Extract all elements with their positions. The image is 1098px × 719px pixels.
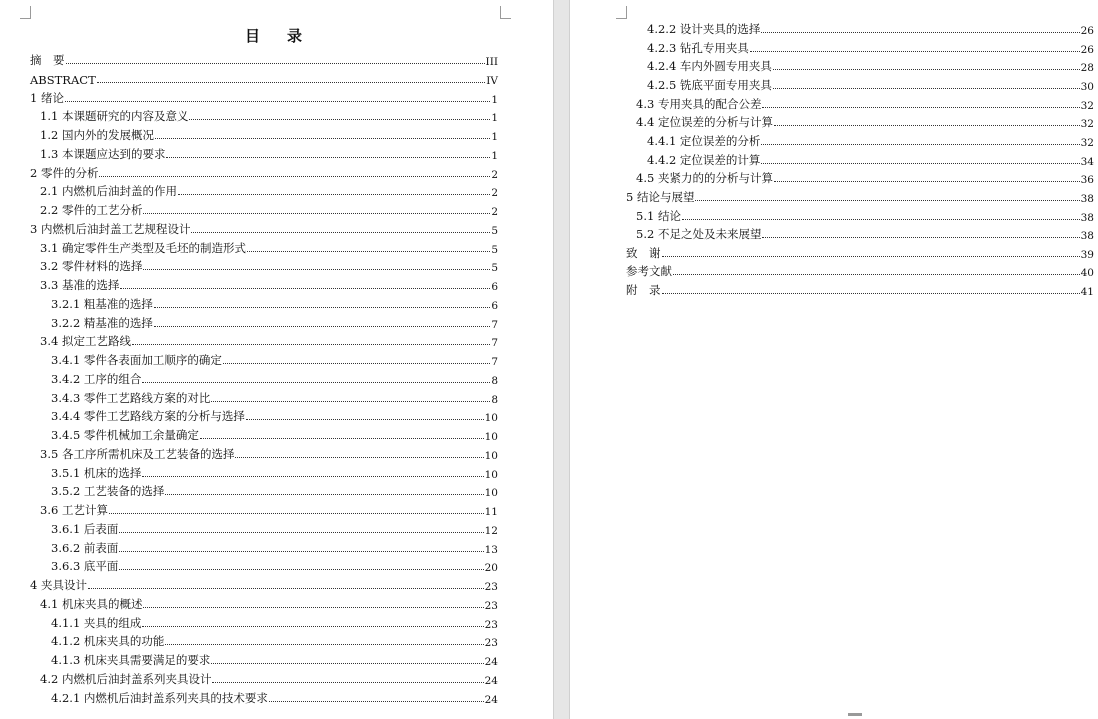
toc-entry[interactable] bbox=[30, 88, 498, 106]
toc-page-number: 26 bbox=[1080, 25, 1094, 37]
toc-page-number: 10 bbox=[484, 431, 498, 443]
toc-page-number: 41 bbox=[1080, 286, 1094, 299]
toc-leader-dots bbox=[143, 213, 490, 214]
toc-leader-dots bbox=[142, 626, 483, 627]
toc-leader-dots bbox=[109, 513, 484, 514]
toc-entry[interactable] bbox=[636, 206, 1094, 224]
toc-leader-dots bbox=[178, 194, 490, 195]
toc-entry-label: 3.5.1 机床的选择 bbox=[51, 465, 142, 480]
toc-leader-dots bbox=[762, 237, 1079, 238]
toc-entry[interactable] bbox=[51, 406, 498, 424]
toc-entry[interactable] bbox=[40, 256, 498, 274]
toc-entry[interactable] bbox=[30, 219, 498, 237]
toc-entry-label: 4.1.1 夹具的组成 bbox=[51, 615, 142, 630]
toc-entry-label: 2.1 内燃机后油封盖的作用 bbox=[40, 184, 177, 199]
toc-entry[interactable] bbox=[40, 238, 498, 256]
toc-page-number: 26 bbox=[1080, 43, 1094, 56]
toc-page-number: 10 bbox=[484, 412, 498, 425]
toc-entry-label: 3.6 工艺计算 bbox=[40, 503, 108, 517]
toc-entry-label: 3.6.1 后表面 bbox=[51, 521, 119, 536]
toc-entry-label: 4.2.1 内燃机后油封盖系列夹具的技术要求 bbox=[51, 690, 268, 705]
toc-leader-dots bbox=[191, 232, 490, 233]
toc-page-number: 32 bbox=[1080, 136, 1094, 149]
toc-entry[interactable] bbox=[51, 631, 498, 649]
toc-entry-label: 4.2 内燃机后油封盖系列夹具设计 bbox=[40, 671, 212, 686]
toc-entry[interactable] bbox=[40, 444, 498, 462]
toc-page-number: 2 bbox=[491, 168, 498, 181]
toc-entry[interactable] bbox=[40, 181, 498, 199]
toc-leader-dots bbox=[774, 125, 1080, 126]
toc-entry[interactable] bbox=[40, 125, 498, 143]
toc-entry[interactable] bbox=[40, 144, 498, 162]
toc-entry[interactable] bbox=[51, 350, 498, 368]
toc-entry-label: 致 谢 bbox=[626, 245, 661, 260]
page-gutter bbox=[553, 0, 570, 719]
toc-entry-label: 3.1 确定零件生产类型及毛坯的制造形式 bbox=[40, 240, 246, 255]
toc-page-number: 38 bbox=[1080, 192, 1094, 205]
toc-entry[interactable] bbox=[636, 224, 1094, 242]
toc-entry-label: 4.2.4 车内外圆专用夹具 bbox=[647, 59, 772, 74]
toc-page-number: 5 bbox=[491, 262, 498, 275]
toc-leader-dots bbox=[143, 607, 483, 608]
toc-entry[interactable] bbox=[51, 688, 498, 706]
toc-leader-dots bbox=[774, 181, 1080, 182]
toc-page-number: 32 bbox=[1080, 99, 1094, 112]
toc-leader-dots bbox=[662, 256, 1080, 257]
toc-leader-dots bbox=[761, 163, 1079, 164]
toc-leader-dots bbox=[165, 644, 483, 645]
toc-leader-dots bbox=[119, 569, 483, 570]
toc-page-number: 10 bbox=[484, 449, 498, 462]
toc-page-number: 30 bbox=[1080, 80, 1094, 93]
toc-page-number: 6 bbox=[491, 281, 498, 293]
toc-page-number: 23 bbox=[484, 581, 498, 593]
toc-leader-dots bbox=[132, 344, 490, 345]
toc-leader-dots bbox=[246, 419, 484, 420]
toc-entry-label: 2.2 零件的工艺分析 bbox=[40, 203, 143, 217]
toc-entry[interactable] bbox=[51, 556, 498, 574]
toc-page-number: 20 bbox=[484, 562, 498, 575]
toc-entry-label: 3.6.2 前表面 bbox=[51, 540, 119, 555]
toc-leader-dots bbox=[166, 157, 490, 158]
toc-entry-label: 3.4.4 零件工艺路线方案的分析与选择 bbox=[51, 409, 245, 424]
toc-entry[interactable] bbox=[647, 150, 1094, 168]
toc-page-number: 34 bbox=[1080, 155, 1094, 168]
toc-leader-dots bbox=[142, 476, 483, 477]
toc-entry-label: 附 录 bbox=[626, 283, 661, 298]
toc-leader-dots bbox=[189, 119, 490, 120]
toc-entry-label: 5 结论与展望 bbox=[626, 189, 695, 204]
toc-leader-dots bbox=[269, 701, 484, 702]
page-number-mark bbox=[848, 713, 862, 716]
toc-leader-dots bbox=[97, 82, 486, 83]
toc-entry[interactable] bbox=[626, 261, 1094, 279]
toc-entry[interactable] bbox=[51, 538, 498, 556]
toc-page-number: 32 bbox=[1080, 118, 1094, 131]
toc-leader-dots bbox=[761, 144, 1079, 145]
toc-leader-dots bbox=[165, 494, 483, 495]
toc-entry-label: 1.3 本课题应达到的要求 bbox=[40, 146, 166, 161]
toc-entry-label: 4.4.1 定位误差的分析 bbox=[647, 133, 761, 148]
toc-entry-label: 摘 要 bbox=[30, 53, 65, 67]
toc-entry-label: 3.4.5 零件机械加工余量确定 bbox=[51, 428, 199, 442]
toc-page-number: 28 bbox=[1080, 62, 1094, 75]
toc-entry[interactable] bbox=[51, 481, 498, 499]
toc-page-number: 40 bbox=[1080, 267, 1094, 280]
toc-entry[interactable] bbox=[51, 313, 498, 331]
toc-entry-label: 5.2 不足之处及未来展望 bbox=[636, 227, 762, 242]
toc-entry[interactable] bbox=[40, 275, 498, 293]
toc-entry-label: 1.2 国内外的发展概况 bbox=[40, 128, 154, 142]
toc-page-number: 36 bbox=[1080, 174, 1094, 187]
toc-page-number: 23 bbox=[484, 637, 498, 650]
toc-page-number: 10 bbox=[484, 487, 498, 500]
toc-entry-label: 4.2.5 铣底平面专用夹具 bbox=[647, 77, 772, 92]
toc-page-number: 1 bbox=[491, 112, 498, 125]
toc-entry-label: 4.2.3 钻孔专用夹具 bbox=[647, 40, 749, 55]
toc-entry-label: 3.6.3 底平面 bbox=[51, 559, 119, 574]
toc-entry-label: 3.4 拟定工艺路线 bbox=[40, 334, 131, 349]
toc-entry[interactable] bbox=[51, 463, 498, 481]
toc-entry[interactable] bbox=[40, 594, 498, 612]
toc-entry[interactable] bbox=[636, 94, 1094, 112]
toc-page-number: 7 bbox=[491, 337, 498, 350]
toc-entry[interactable] bbox=[51, 388, 498, 406]
toc-page-number: 39 bbox=[1080, 248, 1094, 261]
toc-entry-label: 1.1 本课题研究的内容及意义 bbox=[40, 109, 189, 124]
toc-entry[interactable] bbox=[51, 650, 498, 668]
toc-page-number: 5 bbox=[491, 224, 498, 237]
toc-leader-dots bbox=[88, 588, 484, 589]
toc-page-number: 8 bbox=[491, 374, 498, 387]
toc-page-number: 38 bbox=[1080, 211, 1094, 224]
toc-leader-dots bbox=[155, 138, 490, 139]
toc-entry[interactable] bbox=[51, 369, 498, 387]
toc-page-number: 1 bbox=[491, 93, 498, 106]
toc-leader-dots bbox=[120, 288, 490, 289]
toc-entry-label: 4.1.3 机床夹具需要满足的要求 bbox=[51, 653, 211, 667]
toc-page-number: 23 bbox=[484, 599, 498, 612]
toc-leader-dots bbox=[142, 382, 490, 383]
toc-leader-dots bbox=[119, 532, 483, 533]
toc-leader-dots bbox=[695, 200, 1079, 201]
toc-leader-dots bbox=[773, 69, 1080, 70]
toc-entry[interactable] bbox=[51, 519, 498, 537]
toc-entry[interactable] bbox=[40, 331, 498, 349]
toc-entry[interactable] bbox=[40, 106, 498, 124]
toc-leader-dots bbox=[762, 107, 1079, 108]
toc-leader-dots bbox=[99, 176, 490, 177]
toc-leader-dots bbox=[247, 251, 490, 252]
toc-leader-dots bbox=[750, 51, 1080, 52]
toc-page-number: IV bbox=[486, 74, 498, 87]
toc-leader-dots bbox=[682, 219, 1080, 220]
toc-entry-label: 4.4 定位误差的分析与计算 bbox=[636, 115, 773, 130]
toc-entry[interactable] bbox=[647, 75, 1094, 93]
toc-leader-dots bbox=[200, 438, 484, 439]
toc-entry[interactable] bbox=[626, 187, 1094, 205]
toc-entry-label: 3.2.1 粗基准的选择 bbox=[51, 296, 153, 311]
toc-page-number: 1 bbox=[491, 149, 498, 162]
toc-leader-dots bbox=[119, 551, 483, 552]
toc-entry-label: 1 绪论 bbox=[30, 90, 64, 105]
toc-page-number: 38 bbox=[1080, 230, 1094, 243]
toc-page-number: 24 bbox=[484, 656, 498, 668]
toc-entry[interactable] bbox=[51, 613, 498, 631]
toc-entry-label: 4.1.2 机床夹具的功能 bbox=[51, 634, 165, 649]
toc-page-number: 11 bbox=[484, 506, 498, 518]
toc-entry[interactable] bbox=[647, 131, 1094, 149]
toc-entry-label: 4.4.2 定位误差的计算 bbox=[647, 152, 761, 167]
toc-page-number: 2 bbox=[491, 187, 498, 200]
toc-entry[interactable] bbox=[40, 200, 498, 218]
toc-entry[interactable] bbox=[636, 112, 1094, 130]
toc-entry[interactable] bbox=[40, 669, 498, 687]
toc-page-number: 7 bbox=[491, 356, 498, 368]
toc-entry[interactable] bbox=[30, 50, 498, 68]
toc-leader-dots bbox=[673, 274, 1080, 275]
toc-entry[interactable] bbox=[626, 280, 1094, 298]
toc-leader-dots bbox=[212, 682, 483, 683]
toc-entry-label: 3.4.3 零件工艺路线方案的对比 bbox=[51, 390, 211, 405]
toc-entry-label: 3.5.2 工艺装备的选择 bbox=[51, 484, 165, 499]
toc-entry[interactable] bbox=[30, 69, 498, 87]
toc-leader-dots bbox=[66, 63, 485, 64]
toc-page-number: 1 bbox=[491, 131, 498, 143]
toc-page-number: 10 bbox=[484, 468, 498, 481]
toc-leader-dots bbox=[154, 326, 490, 327]
toc-entry-label: 4.1 机床夹具的概述 bbox=[40, 596, 143, 611]
toc-page-number: 8 bbox=[491, 393, 498, 406]
toc-leader-dots bbox=[211, 401, 490, 402]
toc-page-number: 2 bbox=[491, 206, 498, 218]
toc-entry-label: 3.5 各工序所需机床及工艺装备的选择 bbox=[40, 446, 235, 461]
toc-entry-label: 3.2.2 精基准的选择 bbox=[51, 315, 153, 330]
crop-mark bbox=[616, 6, 627, 19]
toc-leader-dots bbox=[143, 269, 490, 270]
toc-entry-label: 3.2 零件材料的选择 bbox=[40, 259, 143, 274]
crop-mark bbox=[20, 6, 31, 19]
toc-entry[interactable] bbox=[636, 168, 1094, 186]
toc-entry[interactable] bbox=[51, 425, 498, 443]
toc-entry[interactable] bbox=[30, 163, 498, 181]
toc-entry-label: 5.1 结论 bbox=[636, 208, 681, 223]
toc-title: 目 录 bbox=[244, 27, 308, 45]
toc-entry-label: 4 夹具设计 bbox=[30, 578, 87, 592]
toc-entry[interactable] bbox=[40, 500, 498, 518]
toc-page-number: 23 bbox=[484, 618, 498, 631]
toc-entry-label: 4.3 专用夹具的配合公差 bbox=[636, 96, 762, 111]
toc-entry-label: 参考文献 bbox=[626, 264, 672, 279]
toc-page-number: 5 bbox=[491, 243, 498, 256]
toc-entry-label: 3.4.1 零件各表面加工顺序的确定 bbox=[51, 353, 222, 367]
toc-leader-dots bbox=[773, 88, 1080, 89]
toc-page-number: 12 bbox=[484, 524, 498, 537]
toc-page-number: III bbox=[485, 56, 498, 68]
toc-entry-label: ABSTRACT bbox=[30, 72, 96, 87]
toc-entry[interactable] bbox=[30, 575, 498, 593]
toc-entry[interactable] bbox=[51, 294, 498, 312]
toc-page-number: 24 bbox=[484, 674, 498, 687]
toc-entry[interactable] bbox=[626, 243, 1094, 261]
toc-entry-label: 2 零件的分析 bbox=[30, 165, 99, 180]
toc-page-number: 24 bbox=[484, 693, 498, 706]
toc-page-number: 13 bbox=[484, 543, 498, 556]
toc-leader-dots bbox=[223, 363, 490, 364]
toc-leader-dots bbox=[154, 307, 490, 308]
toc-entry[interactable] bbox=[647, 56, 1094, 74]
toc-leader-dots bbox=[235, 457, 483, 458]
toc-entry[interactable] bbox=[647, 38, 1094, 56]
toc-leader-dots bbox=[65, 101, 490, 102]
toc-leader-dots bbox=[761, 32, 1079, 33]
toc-entry-label: 3 内燃机后油封盖工艺规程设计 bbox=[30, 221, 191, 236]
toc-entry-label: 3.3 基准的选择 bbox=[40, 278, 120, 292]
toc-entry-label: 3.4.2 工序的组合 bbox=[51, 371, 142, 386]
toc-entry[interactable] bbox=[647, 19, 1094, 37]
toc-entry-label: 4.2.2 设计夹具的选择 bbox=[647, 22, 761, 36]
crop-mark bbox=[500, 6, 511, 19]
toc-page-number: 7 bbox=[491, 318, 498, 331]
toc-leader-dots bbox=[662, 293, 1080, 294]
toc-entry-label: 4.5 夹紧力的的分析与计算 bbox=[636, 171, 773, 186]
toc-leader-dots bbox=[211, 663, 483, 664]
toc-page-number: 6 bbox=[491, 299, 498, 312]
